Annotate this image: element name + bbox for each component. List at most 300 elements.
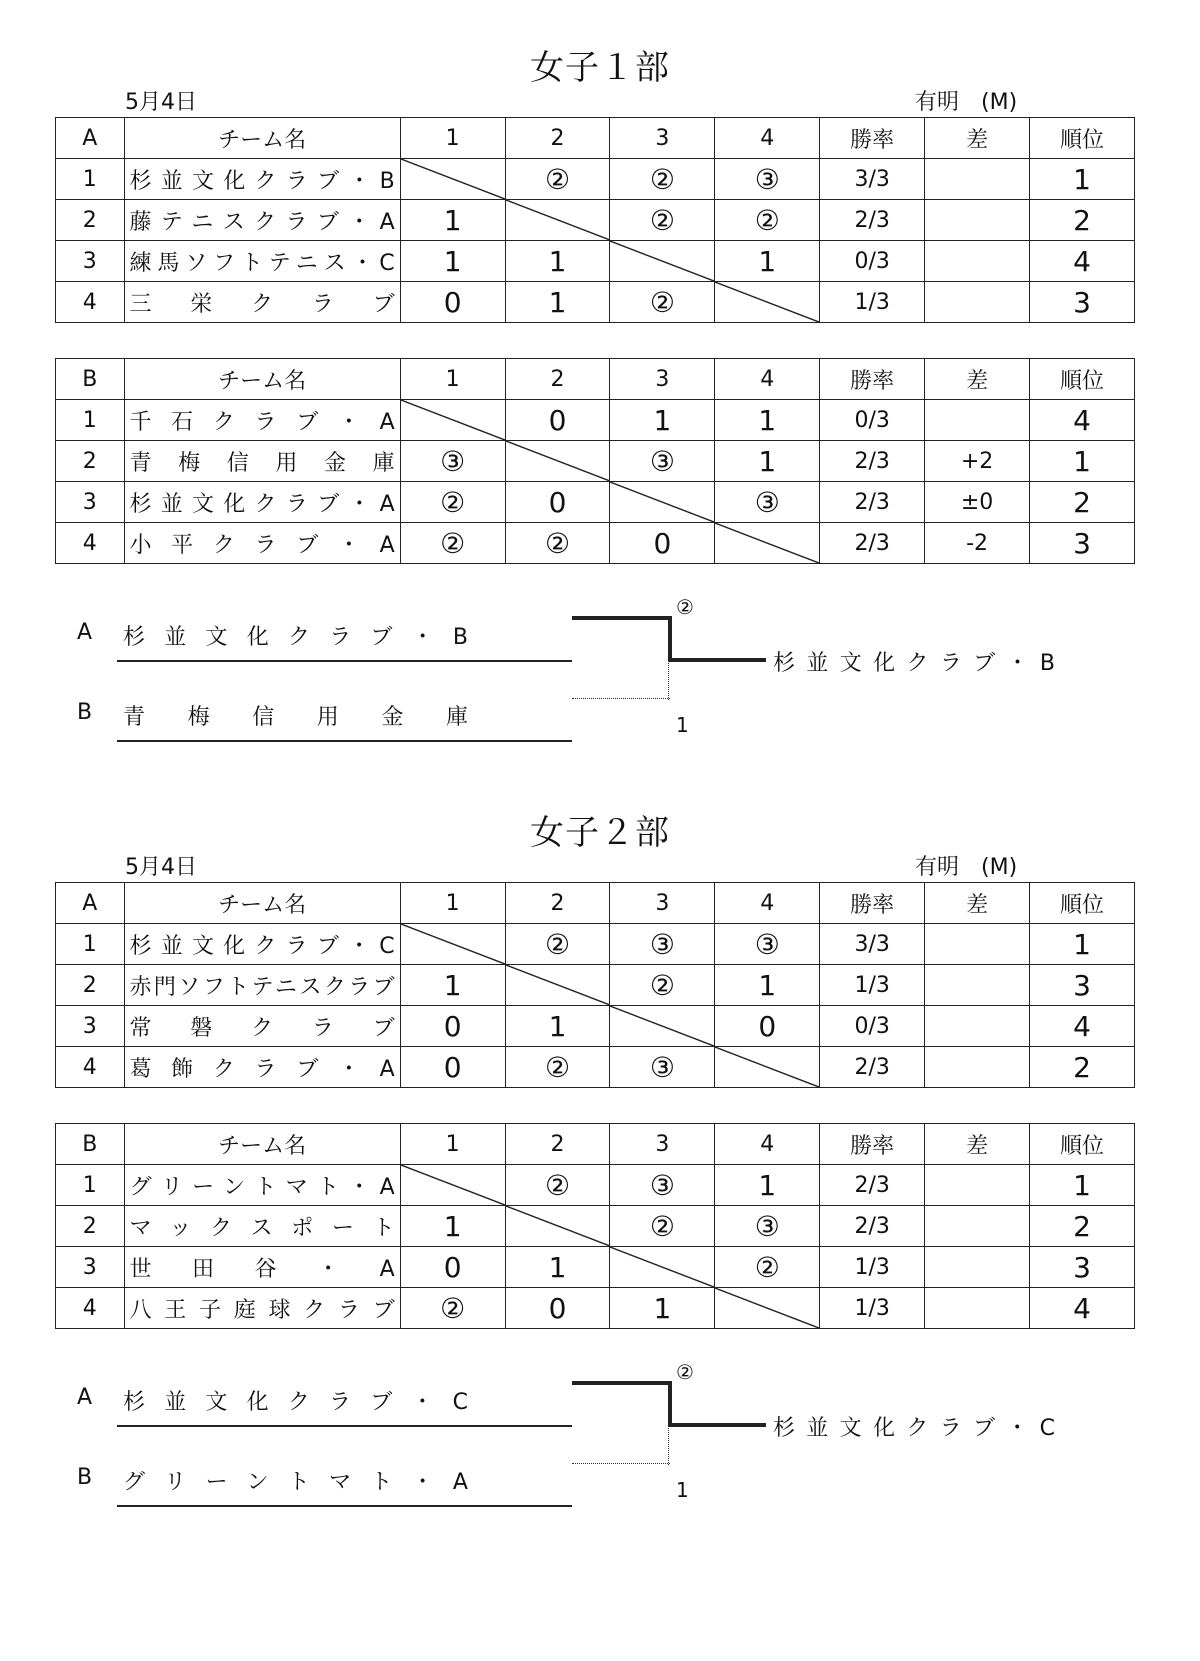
rank: 4 (1030, 241, 1135, 282)
rank: 4 (1030, 1006, 1135, 1047)
rank: 4 (1030, 400, 1135, 441)
match-date: 5月4日 (125, 855, 197, 880)
rank: 4 (1030, 1288, 1135, 1329)
row-number: 2 (56, 1206, 125, 1247)
team-name: マックスポート (124, 1206, 400, 1247)
result-value: ③ (754, 1209, 780, 1243)
header-cell: 勝率 (820, 118, 925, 159)
result-value: 1 (443, 203, 462, 237)
result-cell (400, 482, 505, 523)
win-rate: 1/3 (820, 282, 925, 323)
result-cell (610, 200, 715, 241)
final-winner: 杉並文化クラブ・B (773, 651, 1055, 676)
diagonal-cell (610, 241, 715, 282)
header-cell: 順位 (1030, 118, 1135, 159)
diagonal-cell (400, 159, 505, 200)
result-value: ③ (754, 927, 780, 961)
result-value: 0 (443, 1009, 462, 1043)
table-row (56, 159, 1135, 200)
result-value: 0 (443, 285, 462, 319)
header-cell: 4 (715, 118, 820, 159)
venue-label: 有明 (M) (915, 90, 1018, 115)
header-cell: 差 (925, 1124, 1030, 1165)
rank: 2 (1030, 200, 1135, 241)
result-value: 1 (443, 968, 462, 1002)
diagonal-cell (715, 1288, 820, 1329)
result-value: ② (544, 1050, 571, 1084)
header-cell: 1 (400, 359, 505, 400)
result-value: 1 (548, 1009, 567, 1043)
result-cell (505, 482, 610, 523)
result-cell (610, 441, 715, 482)
result-cell (505, 1047, 610, 1088)
team-name: 三栄クラブ (124, 282, 400, 323)
final-b-underline (117, 1505, 572, 1507)
point-diff (925, 159, 1030, 200)
diagonal-line (715, 282, 819, 322)
result-value: 1 (548, 244, 567, 278)
header-cell: 3 (610, 118, 715, 159)
rank: 3 (1030, 282, 1135, 323)
rank: 3 (1030, 965, 1135, 1006)
final-a-underline (117, 1425, 572, 1427)
header-cell: チーム名 (124, 1124, 400, 1165)
result-cell (610, 1165, 715, 1206)
diagonal-cell (505, 441, 610, 482)
result-cell (715, 482, 820, 523)
rank: 1 (1030, 441, 1135, 482)
team-name: 千石クラブ・A (124, 400, 400, 441)
result-value: 1 (758, 968, 777, 1002)
result-value: 1 (758, 244, 777, 278)
result-value: ② (544, 1168, 571, 1202)
point-diff (925, 1047, 1030, 1088)
team-name: 常磐クラブ (124, 1006, 400, 1047)
league-table-b (55, 358, 1135, 564)
diagonal-line (610, 1006, 714, 1046)
league-table-a (55, 117, 1135, 323)
diagonal-cell (610, 482, 715, 523)
diagonal-line (506, 965, 610, 1005)
point-diff (925, 1006, 1030, 1047)
row-number: 3 (56, 1006, 125, 1047)
win-rate: 2/3 (820, 441, 925, 482)
row-number: 4 (56, 282, 125, 323)
venue-label: 有明 (M) (915, 855, 1018, 880)
bracket-winner-h1 (572, 1381, 670, 1385)
final-a-team: 杉並文化クラブ・C (123, 1390, 468, 1415)
result-value: ② (440, 526, 466, 560)
diagonal-line (715, 523, 819, 563)
header-cell: 3 (610, 1124, 715, 1165)
result-value: ③ (754, 162, 780, 196)
result-value: ② (649, 1209, 675, 1243)
final-b-label: B (77, 700, 93, 725)
result-value: ③ (649, 1050, 675, 1084)
result-cell (505, 241, 610, 282)
result-cell (715, 400, 820, 441)
result-value: 1 (548, 285, 567, 319)
win-rate: 3/3 (820, 159, 925, 200)
result-cell (400, 523, 505, 564)
point-diff (925, 241, 1030, 282)
final-a-label: A (77, 620, 93, 645)
result-cell (610, 1047, 715, 1088)
final-b-label: B (77, 1465, 93, 1490)
result-cell (715, 1247, 820, 1288)
result-value: 0 (548, 1291, 567, 1325)
table-row (56, 1206, 1135, 1247)
point-diff: +2 (925, 441, 1030, 482)
win-rate: 1/3 (820, 1288, 925, 1329)
result-cell (715, 965, 820, 1006)
row-number: 2 (56, 200, 125, 241)
section-title: 女子１部 (530, 48, 670, 88)
table-row (56, 1047, 1135, 1088)
result-cell (715, 1165, 820, 1206)
diagonal-line (401, 159, 505, 199)
row-number: 4 (56, 1047, 125, 1088)
result-value: ③ (649, 444, 675, 478)
bracket-winner-h1 (572, 616, 670, 620)
final-a-team: 杉並文化クラブ・B (123, 625, 468, 650)
team-name: グリーントマト・A (124, 1165, 400, 1206)
result-cell (505, 400, 610, 441)
header-cell: チーム名 (124, 118, 400, 159)
diagonal-line (715, 1288, 819, 1328)
header-cell: 勝率 (820, 359, 925, 400)
result-cell (400, 441, 505, 482)
result-value: ③ (649, 1168, 675, 1202)
result-value: ③ (754, 485, 780, 519)
result-cell (610, 282, 715, 323)
header-cell: 差 (925, 359, 1030, 400)
rank: 2 (1030, 1206, 1135, 1247)
header-cell: 3 (610, 359, 715, 400)
diagonal-line (506, 1206, 610, 1246)
bracket-loser-h (572, 698, 670, 699)
table-row (56, 482, 1135, 523)
result-cell (400, 965, 505, 1006)
result-cell (400, 282, 505, 323)
result-value: ③ (649, 927, 675, 961)
result-value: 0 (443, 1250, 462, 1284)
diagonal-line (610, 482, 714, 522)
final-a-underline (117, 660, 572, 662)
result-value: ② (754, 203, 780, 237)
header-cell: 2 (505, 118, 610, 159)
result-cell (400, 1006, 505, 1047)
bracket-loser-h (572, 1463, 670, 1464)
header-cell: 2 (505, 883, 610, 924)
win-rate: 2/3 (820, 523, 925, 564)
team-name: 杉並文化クラブ・A (124, 482, 400, 523)
diagonal-line (506, 200, 610, 240)
team-name: 小平クラブ・A (124, 523, 400, 564)
bracket-loser-v (668, 1425, 669, 1465)
result-cell (715, 924, 820, 965)
header-cell: 4 (715, 883, 820, 924)
table-header-row (56, 1124, 1135, 1165)
bracket-winner-v (668, 1381, 672, 1425)
result-cell (610, 965, 715, 1006)
result-value: ③ (440, 444, 466, 478)
result-cell (400, 1206, 505, 1247)
result-value: ② (649, 968, 675, 1002)
diagonal-line (401, 924, 505, 964)
table-row (56, 1288, 1135, 1329)
win-rate: 0/3 (820, 241, 925, 282)
bracket-winner-h2 (668, 1423, 766, 1427)
diagonal-cell (400, 924, 505, 965)
table-row (56, 400, 1135, 441)
row-number: 3 (56, 482, 125, 523)
team-name: 赤門ソフトテニスクラブ (124, 965, 400, 1006)
result-cell (610, 159, 715, 200)
header-cell: 勝率 (820, 883, 925, 924)
table-header-row (56, 118, 1135, 159)
diagonal-cell (715, 523, 820, 564)
rank: 2 (1030, 482, 1135, 523)
win-rate: 1/3 (820, 965, 925, 1006)
final-winner: 杉並文化クラブ・C (773, 1416, 1055, 1441)
result-value: ② (440, 1291, 466, 1325)
result-value: 1 (758, 1168, 777, 1202)
result-value: 1 (548, 1250, 567, 1284)
row-number: 1 (56, 400, 125, 441)
diagonal-line (610, 241, 714, 281)
result-cell (715, 441, 820, 482)
table-row (56, 924, 1135, 965)
win-rate: 2/3 (820, 1047, 925, 1088)
result-cell (505, 1288, 610, 1329)
team-name: 世田谷・A (124, 1247, 400, 1288)
rank: 1 (1030, 1165, 1135, 1206)
result-value: 1 (443, 244, 462, 278)
group-label: A (56, 118, 125, 159)
result-value: ② (544, 927, 571, 961)
table-row (56, 1165, 1135, 1206)
diagonal-cell (610, 1006, 715, 1047)
result-value: ② (649, 285, 675, 319)
final-a-label: A (77, 1385, 93, 1410)
result-value: 0 (548, 485, 567, 519)
final-b-team: グリーントマト・A (123, 1470, 468, 1495)
table-row (56, 200, 1135, 241)
team-name: 八王子庭球クラブ (124, 1288, 400, 1329)
result-cell (505, 1165, 610, 1206)
result-cell (400, 1288, 505, 1329)
final-b-team: 青梅信用金庫 (123, 705, 468, 730)
table-row (56, 241, 1135, 282)
point-diff (925, 965, 1030, 1006)
diagonal-line (506, 441, 610, 481)
header-cell: 2 (505, 1124, 610, 1165)
diagonal-cell (505, 965, 610, 1006)
diagonal-cell (715, 282, 820, 323)
diagonal-line (715, 1047, 819, 1087)
result-cell (715, 159, 820, 200)
group-label: A (56, 883, 125, 924)
team-name: 青梅信用金庫 (124, 441, 400, 482)
rank: 3 (1030, 523, 1135, 564)
win-rate: 0/3 (820, 1006, 925, 1047)
final-a-score: ② (676, 1360, 694, 1384)
win-rate: 3/3 (820, 924, 925, 965)
row-number: 2 (56, 965, 125, 1006)
result-value: 1 (653, 1291, 672, 1325)
result-value: ② (544, 526, 571, 560)
league-table-b (55, 1123, 1135, 1329)
result-value: ② (649, 162, 675, 196)
header-cell: 順位 (1030, 883, 1135, 924)
header-cell: 1 (400, 118, 505, 159)
result-cell (505, 1006, 610, 1047)
team-name: 杉並文化クラブ・B (124, 159, 400, 200)
row-number: 1 (56, 1165, 125, 1206)
result-value: 0 (653, 526, 672, 560)
header-cell: 順位 (1030, 359, 1135, 400)
header-cell: チーム名 (124, 883, 400, 924)
result-value: ② (544, 162, 571, 196)
group-label: B (56, 359, 125, 400)
point-diff (925, 924, 1030, 965)
header-cell: 勝率 (820, 1124, 925, 1165)
table-row (56, 1247, 1135, 1288)
final-b-underline (117, 740, 572, 742)
result-cell (610, 523, 715, 564)
result-cell (610, 400, 715, 441)
header-cell: 2 (505, 359, 610, 400)
header-cell: 差 (925, 118, 1030, 159)
point-diff (925, 1165, 1030, 1206)
header-cell: 4 (715, 359, 820, 400)
table-row (56, 1006, 1135, 1047)
result-cell (715, 241, 820, 282)
diagonal-cell (505, 1206, 610, 1247)
diagonal-cell (505, 200, 610, 241)
result-cell (715, 200, 820, 241)
header-cell: 順位 (1030, 1124, 1135, 1165)
rank: 1 (1030, 924, 1135, 965)
bracket-winner-h2 (668, 658, 766, 662)
diagonal-line (610, 1247, 714, 1287)
result-value: 1 (758, 403, 777, 437)
team-name: 藤テニスクラブ・A (124, 200, 400, 241)
result-cell (715, 1006, 820, 1047)
result-cell (400, 241, 505, 282)
result-value: ② (440, 485, 466, 519)
team-name: 杉並文化クラブ・C (124, 924, 400, 965)
win-rate: 2/3 (820, 200, 925, 241)
result-cell (505, 924, 610, 965)
final-b-score: 1 (676, 1478, 689, 1502)
result-cell (505, 523, 610, 564)
row-number: 4 (56, 1288, 125, 1329)
result-value: 0 (758, 1009, 777, 1043)
row-number: 1 (56, 159, 125, 200)
result-cell (400, 200, 505, 241)
diagonal-cell (400, 400, 505, 441)
result-value: 1 (443, 1209, 462, 1243)
point-diff (925, 1288, 1030, 1329)
result-value: ② (754, 1250, 780, 1284)
point-diff (925, 282, 1030, 323)
header-cell: 1 (400, 1124, 505, 1165)
row-number: 4 (56, 523, 125, 564)
win-rate: 2/3 (820, 1165, 925, 1206)
rank: 2 (1030, 1047, 1135, 1088)
rank: 1 (1030, 159, 1135, 200)
match-date: 5月4日 (125, 90, 197, 115)
bracket-loser-v (668, 660, 669, 700)
win-rate: 0/3 (820, 400, 925, 441)
point-diff (925, 400, 1030, 441)
result-cell (400, 1047, 505, 1088)
row-number: 3 (56, 1247, 125, 1288)
diagonal-cell (715, 1047, 820, 1088)
group-label: B (56, 1124, 125, 1165)
bracket-winner-v (668, 616, 672, 660)
header-cell: 差 (925, 883, 1030, 924)
league-table-a (55, 882, 1135, 1088)
row-number: 1 (56, 924, 125, 965)
final-b-score: 1 (676, 713, 689, 737)
point-diff (925, 200, 1030, 241)
point-diff: -2 (925, 523, 1030, 564)
result-cell (715, 1206, 820, 1247)
diagonal-cell (400, 1165, 505, 1206)
result-cell (610, 924, 715, 965)
result-cell (505, 159, 610, 200)
diagonal-cell (610, 1247, 715, 1288)
win-rate: 2/3 (820, 1206, 925, 1247)
point-diff (925, 1206, 1030, 1247)
table-row (56, 441, 1135, 482)
diagonal-line (401, 400, 505, 440)
table-header-row (56, 359, 1135, 400)
result-cell (505, 1247, 610, 1288)
row-number: 2 (56, 441, 125, 482)
diagonal-line (401, 1165, 505, 1205)
header-cell: 3 (610, 883, 715, 924)
table-row (56, 523, 1135, 564)
point-diff: ±0 (925, 482, 1030, 523)
result-value: ② (649, 203, 675, 237)
result-value: 0 (548, 403, 567, 437)
row-number: 3 (56, 241, 125, 282)
result-cell (400, 1247, 505, 1288)
team-name: 葛飾クラブ・A (124, 1047, 400, 1088)
win-rate: 2/3 (820, 482, 925, 523)
result-cell (505, 282, 610, 323)
result-cell (610, 1288, 715, 1329)
result-value: 1 (758, 444, 777, 478)
header-cell: 4 (715, 1124, 820, 1165)
header-cell: 1 (400, 883, 505, 924)
team-name: 練馬ソフトテニス・C (124, 241, 400, 282)
win-rate: 1/3 (820, 1247, 925, 1288)
table-header-row (56, 883, 1135, 924)
header-cell: チーム名 (124, 359, 400, 400)
table-row (56, 965, 1135, 1006)
point-diff (925, 1247, 1030, 1288)
table-row (56, 282, 1135, 323)
result-value: 0 (443, 1050, 462, 1084)
section-title: 女子２部 (530, 813, 670, 853)
result-value: 1 (653, 403, 672, 437)
rank: 3 (1030, 1247, 1135, 1288)
